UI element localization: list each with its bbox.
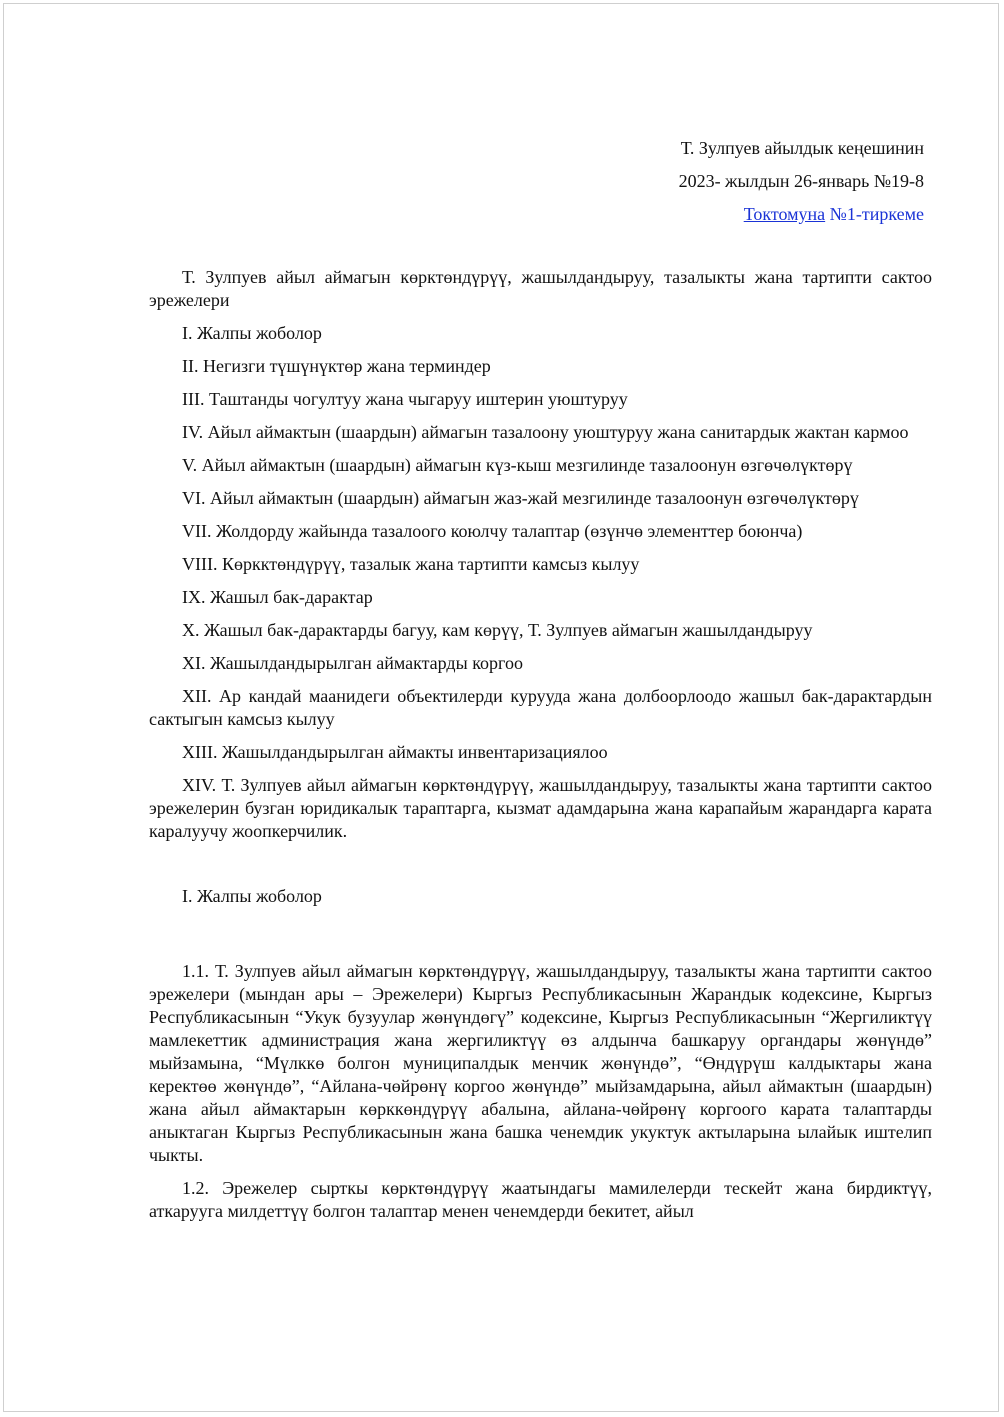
- toc-item: XIII. Жашылдандырылган аймакты инвентаризациялоо: [182, 742, 608, 762]
- toc-item: III. Таштанды чогултуу жана чыгаруу иштерин уюштуруу: [182, 389, 628, 409]
- toc-item: IX. Жашыл бак-дарактар: [182, 587, 373, 607]
- document-header: [679, 137, 924, 229]
- resolution-link[interactable]: Токтомуна: [743, 204, 826, 224]
- toc-item: VII. Жолдорду жайында тазалоого коюлчу талаптар (өзүнчө элементтер боюнча): [182, 521, 803, 541]
- paragraph-1-1: 1.1. Т. Зулпуев айыл аймагын көрктөндүрүү, жашылдандыруу, тазалыкты жана тартипти сактоо эрежелери (мындан ары – Эрежелери) Кыргыз Республикасынын Жарандык кодексине, Кыргыз Республикасынын “Укук бузуулар жөнүндөгү” кодексине, Кыргыз Республикасынын “Жергиликтүү мамлекеттик администрация жана жергиликтүү өз алдынча башкаруу органдары жөнүндө” мыйзамына, “Мүлккө болгон муниципалдык менчик жөнүндө”, “Өндүрүш калдыктары жана керектөө жөнүндө”, “Айлана-чөйрөнү коргоо жөнүндө” мыйзамдарына, айыл аймактын (шаардын) жана айыл аймактарын көрккөндүрүү абалына, айлана-чөйрөнү коргоого карата талаптарды аныктаган Кыргыз Республикасынын жана башка ченемдик укуктук актыларына ылайык иштелип чыкты.: [149, 961, 932, 1165]
- document-page: [3, 3, 999, 1412]
- header-council-line: Т. Зулпуев айылдык кеңешинин: [680, 138, 924, 158]
- toc-item: XII. Ар кандай маанидеги объектилерди курууда жана долбоорлоодо жашыл бак-дарактардын сактыгын камсыз кылуу: [149, 686, 932, 729]
- paragraph-1-2: 1.2. Эрежелер сырткы көрктөндүрүү жаатындагы мамилелерди тескейт жана бирдиктүү, аткарууга милдеттүү болгон талаптар менен ченемдерди бекитет, айыл: [149, 1178, 932, 1221]
- toc-item: II. Негизги түшүнүктөр жана терминдер: [182, 356, 491, 376]
- header-attachment-line: [679, 203, 924, 229]
- toc-item: XIV. Т. Зулпуев айыл аймагын көрктөндүрүү, жашылдандыруу, тазалыкты жана тартипти сактоо эрежелерин бузган юридикалык тараптарга, кызмат адамдарына жана карапайым жарандарга карата каралуучу жоопкерчилик.: [149, 775, 932, 841]
- header-date-line: 2023- жылдын 26-январь №19-8: [678, 171, 924, 191]
- attachment-number: №1-тиркеме: [825, 204, 924, 224]
- toc-item: VIII. Көркктөндүрүү, тазалык жана тартипти камсыз кылуу: [182, 554, 640, 574]
- toc-item: IV. Айыл аймактын (шаардын) аймагын тазалоону уюштуруу жана санитардык жактан кармоо: [182, 422, 909, 442]
- toc-item: XI. Жашылдандырылган аймактарды коргоо: [182, 653, 523, 673]
- section-heading: I. Жалпы жоболор: [182, 886, 322, 906]
- toc-item: I. Жалпы жоболор: [182, 323, 322, 343]
- document-title: Т. Зулпуев айыл аймагын көрктөндүрүү, жашылдандыруу, тазалыкты жана тартипти сактоо эрежелери: [149, 267, 932, 310]
- toc-item: X. Жашыл бак-дарактарды багуу, кам көрүү, Т. Зулпуев аймагын жашылдандыруу: [182, 620, 813, 640]
- document-body: [149, 266, 932, 1233]
- toc-item: VI. Айыл аймактын (шаардын) аймагын жаз-жай мезгилинде тазалоонун өзгөчөлүктөрү: [182, 488, 859, 508]
- toc-item: V. Айыл аймактын (шаардын) аймагын күз-кыш мезгилинде тазалоонун өзгөчөлүктөрү: [182, 455, 853, 475]
